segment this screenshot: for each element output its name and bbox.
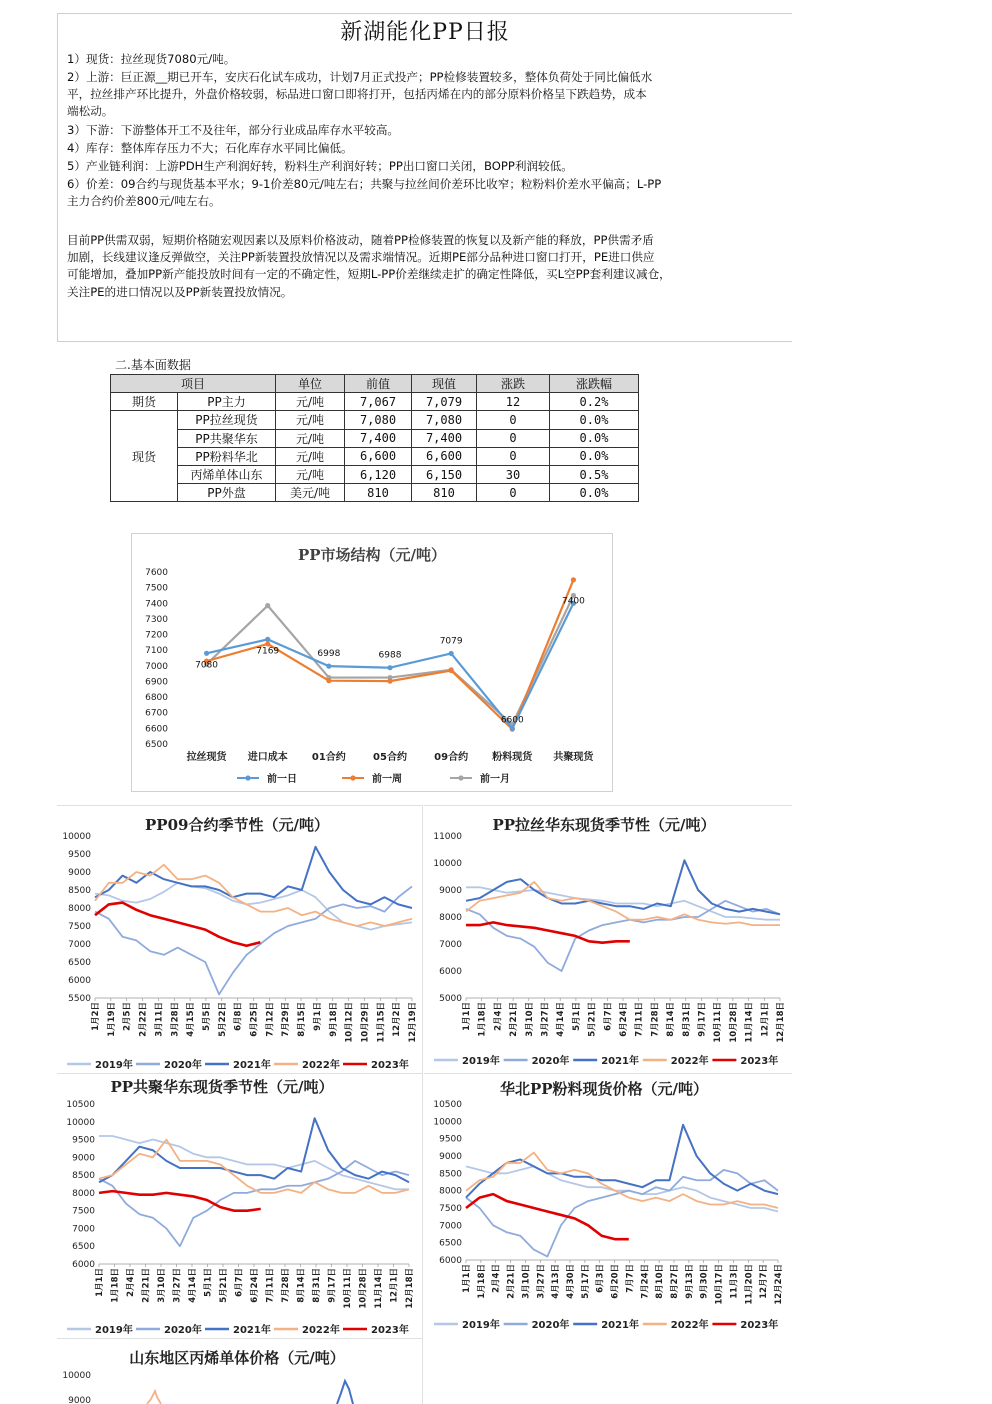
x-tick-label: 7月7日 [625, 1264, 636, 1293]
x-tick-label: 9月1日 [312, 1002, 323, 1031]
x-tick-label: 10月28日 [358, 1268, 369, 1309]
report-paragraph: 1）现货：拉丝现货7080元/吨。 [67, 52, 236, 66]
row-prev: 6,120 [345, 465, 412, 483]
chart-title: PP市场结构（元/吨） [297, 546, 447, 564]
y-tick-label: 9500 [72, 1135, 95, 1146]
row-item: PP拉丝现货 [178, 411, 276, 429]
legend-label: 2021年 [233, 1060, 271, 1071]
x-tick-label: 10月17日 [714, 1264, 725, 1305]
legend-label: 2022年 [670, 1056, 709, 1067]
legend-label: 2019年 [462, 1320, 500, 1331]
chart-title: PP09合约季节性（元/吨） [145, 816, 329, 834]
pp09-seasonality-chart [57, 805, 423, 1074]
row-curr: 7,080 [412, 411, 477, 429]
x-tick-label: 12月24日 [774, 1264, 784, 1305]
y-tick-label: 6000 [72, 1260, 95, 1270]
row-chg: 0 [477, 411, 550, 429]
x-tick-label: 5月21日 [587, 1002, 598, 1037]
chart-title: 华北PP粉料现货价格（元/吨） [499, 1080, 709, 1098]
legend-label: 2022年 [670, 1320, 709, 1331]
x-tick-label: 5月17日 [580, 1264, 591, 1299]
y-tick-label: 6000 [439, 1256, 462, 1266]
x-tick-label: 9月17日 [327, 1268, 338, 1303]
col-header: 单位 [276, 375, 345, 393]
table-row [111, 411, 639, 429]
x-tick-label: 1月1日 [462, 1264, 472, 1293]
x-tick-label: 9月30日 [699, 1264, 710, 1299]
x-tick-label: 5月22日 [217, 1002, 228, 1037]
x-tick-label: 12月18日 [776, 1002, 786, 1043]
report-paragraph: 2）上游：巨正源__期已开车，安庆石化试车成功，计划7月正式投产；PP检修装置较多，整体负荷处于同比偏低水 平，拉丝排产环比提升，外盘价格较弱，标品进口窗口即将打开，包括丙烯在内的部分原料价格呈下跌趋势，成本 端松动。 [67, 70, 653, 119]
data-label: 6998 [317, 649, 341, 660]
x-tick-label: 6月24日 [619, 1002, 629, 1037]
x-tick-label: 1月1日 [462, 1002, 472, 1031]
x-tick-label: 1月1日 [95, 1268, 105, 1297]
col-header: 涨跌 [477, 375, 550, 393]
x-tick-label: 11月14日 [374, 1268, 384, 1309]
report-paragraph: 3）下游：下游整体开工不及往年，部分行业成品库存水平较高。 [67, 123, 400, 137]
x-tick-label: 11月15日 [376, 1002, 387, 1043]
y-tick-label: 7000 [68, 940, 91, 950]
table-row [111, 465, 639, 483]
legend-label: 2020年 [531, 1320, 570, 1331]
report-paragraph: 4）库存：整体库存压力不大；石化库存水平同比偏低。 [67, 141, 353, 155]
y-tick-label: 5000 [439, 994, 462, 1004]
x-tick-label: 3月10日 [521, 1264, 532, 1299]
legend-marker [245, 775, 250, 780]
x-tick-label: 2月21日 [506, 1264, 517, 1299]
row-pct: 0.0% [550, 411, 639, 429]
x-tick-label: 8月10日 [655, 1264, 666, 1299]
chart-svg [57, 1339, 422, 1404]
x-tick-label: 7月29日 [281, 1002, 292, 1037]
x-tick-label: 共聚现货 [553, 752, 594, 763]
y-tick-label: 10000 [433, 1117, 462, 1128]
y-tick-label: 7300 [145, 614, 168, 625]
data-point [265, 637, 270, 642]
row-unit: 元/吨 [276, 429, 345, 447]
section-title: 二.基本面数据 [115, 358, 191, 372]
data-label: 7080 [195, 660, 219, 671]
y-tick-label: 6500 [72, 1242, 95, 1253]
propylene-price-chart [57, 1338, 423, 1404]
table-row [111, 393, 639, 411]
x-tick-label: 7月28日 [650, 1002, 661, 1037]
row-unit: 美元/吨 [276, 484, 345, 502]
y-tick-label: 6000 [439, 967, 462, 977]
y-tick-label: 10500 [433, 1100, 462, 1110]
series-line [466, 860, 780, 914]
y-tick-label: 8000 [439, 1186, 462, 1197]
pp-copolymer-seasonality-chart [57, 1073, 423, 1339]
x-tick-label: 9月17日 [697, 1002, 708, 1037]
row-pct: 0.0% [550, 429, 639, 447]
x-tick-label: 1月18日 [477, 1002, 488, 1037]
y-tick-label: 7500 [439, 1204, 462, 1214]
x-tick-label: 2月22日 [138, 1002, 149, 1037]
row-curr: 7,079 [412, 393, 477, 411]
x-tick-label: 12月18日 [405, 1268, 415, 1309]
x-tick-label: 7月12日 [265, 1002, 276, 1037]
legend-label: 2019年 [462, 1056, 500, 1067]
x-tick-label: 2月5日 [122, 1002, 133, 1031]
y-tick-label: 8500 [72, 1171, 95, 1182]
data-point [510, 726, 515, 731]
group-label: 现货 [111, 411, 178, 502]
y-tick-label: 6800 [145, 693, 168, 704]
legend-label: 2023年 [740, 1056, 779, 1067]
chart-title: PP共聚华东现货季节性（元/吨） [110, 1078, 334, 1096]
row-prev: 7,080 [345, 411, 412, 429]
y-tick-label: 9000 [72, 1153, 95, 1164]
market-structure-chart [131, 533, 613, 792]
x-tick-label: 10月11日 [713, 1002, 724, 1043]
x-tick-label: 11月14日 [744, 1002, 755, 1043]
row-prev: 810 [345, 484, 412, 502]
row-prev: 7,400 [345, 429, 412, 447]
data-label: 6988 [378, 650, 402, 661]
y-tick-label: 7500 [145, 583, 168, 594]
data-point [571, 577, 576, 582]
x-tick-label: 5月21日 [219, 1268, 229, 1303]
row-curr: 7,400 [412, 429, 477, 447]
x-tick-label: 2月21日 [509, 1002, 520, 1037]
row-chg: 0 [477, 447, 550, 465]
x-tick-label: 进口成本 [247, 752, 288, 763]
col-header: 现值 [412, 375, 477, 393]
x-tick-label: 8月14日 [666, 1002, 677, 1037]
data-point [449, 651, 454, 656]
x-tick-label: 8月27日 [670, 1264, 680, 1299]
data-point [449, 668, 454, 673]
row-item: 丙烯单体山东 [178, 465, 276, 483]
x-tick-label: 3月10日 [157, 1268, 167, 1303]
x-tick-label: 4月14日 [188, 1268, 198, 1303]
table-row [111, 447, 639, 465]
chart-title: 山东地区丙烯单体价格（元/吨） [129, 1349, 345, 1367]
x-tick-label: 12月1日 [389, 1268, 400, 1303]
x-tick-label: 10月29日 [360, 1002, 371, 1043]
y-tick-label: 9000 [68, 868, 91, 878]
chart-svg [57, 806, 422, 1074]
row-chg: 12 [477, 393, 550, 411]
series-line [95, 847, 412, 908]
series-line [466, 1194, 629, 1239]
series-line [99, 1161, 409, 1246]
row-item: PP主力 [178, 393, 276, 411]
report-paragraph: 5）产业链利润：上游PDH生产利润好转，粉料生产利润好转；PP出口窗口关闭，BOPP利润较低。 [67, 159, 573, 173]
x-tick-label: 7月24日 [640, 1264, 651, 1299]
row-unit: 元/吨 [276, 447, 345, 465]
y-tick-label: 6900 [145, 677, 168, 688]
legend-label: 2019年 [95, 1060, 133, 1071]
y-tick-label: 7400 [145, 599, 168, 610]
table-header-row [111, 375, 639, 393]
y-tick-label: 7000 [439, 1221, 462, 1232]
x-tick-label: 1月2日 [91, 1002, 101, 1031]
x-tick-label: 7月11日 [265, 1268, 276, 1303]
row-chg: 30 [477, 465, 550, 483]
x-tick-label: 11月20日 [744, 1264, 755, 1305]
data-point [326, 678, 331, 683]
x-tick-label: 6月24日 [250, 1268, 260, 1303]
x-tick-label: 09合约 [434, 752, 469, 763]
chart-svg [424, 1074, 792, 1339]
data-label: 7400 [561, 596, 585, 607]
x-tick-label: 4月14日 [556, 1002, 567, 1037]
legend-label: 2022年 [302, 1325, 340, 1336]
row-unit: 元/吨 [276, 465, 345, 483]
x-tick-label: 5月5日 [201, 1002, 212, 1031]
data-label: 7169 [256, 646, 280, 657]
x-tick-label: 6月25日 [249, 1002, 260, 1037]
y-tick-label: 7000 [145, 661, 168, 672]
series-line [147, 1391, 161, 1404]
row-unit: 元/吨 [276, 411, 345, 429]
report-title: 新湖能化PP日报 [340, 20, 510, 45]
x-tick-label: 4月15日 [186, 1002, 197, 1037]
y-tick-label: 9500 [68, 850, 91, 860]
x-tick-label: 8月31日 [312, 1268, 322, 1303]
row-chg: 0 [477, 429, 550, 447]
y-tick-label: 6500 [145, 740, 168, 750]
legend-label: 2022年 [302, 1060, 340, 1071]
y-tick-label: 5500 [68, 994, 91, 1004]
x-tick-label: 12月1日 [760, 1002, 771, 1037]
y-tick-label: 7000 [439, 940, 462, 950]
x-tick-label: 3月27日 [540, 1002, 551, 1037]
legend-label: 2020年 [164, 1060, 202, 1071]
row-chg: 0 [477, 484, 550, 502]
data-label: 6600 [500, 715, 524, 726]
table-row [111, 484, 639, 502]
y-tick-label: 6700 [145, 708, 168, 719]
y-tick-label: 7000 [72, 1224, 95, 1235]
row-pct: 0.5% [550, 465, 639, 483]
group-label: 期货 [111, 393, 178, 411]
series-line [337, 1381, 353, 1404]
x-tick-label: 2月4日 [491, 1264, 502, 1293]
y-tick-label: 6500 [68, 958, 91, 968]
x-tick-label: 2月21日 [141, 1268, 152, 1303]
x-tick-label: 2月4日 [126, 1268, 136, 1297]
y-tick-label: 7600 [145, 568, 168, 578]
series-line [99, 1118, 409, 1182]
y-tick-label: 9000 [68, 1396, 91, 1404]
y-tick-label: 6500 [439, 1238, 462, 1249]
y-tick-label: 6000 [68, 976, 91, 986]
chart-svg [132, 534, 612, 791]
data-point [326, 664, 331, 669]
x-tick-label: 9月18日 [328, 1002, 339, 1037]
table-row [111, 429, 639, 447]
y-tick-label: 8500 [68, 886, 91, 896]
x-tick-label: 10月11日 [343, 1268, 353, 1309]
x-tick-label: 7月11日 [634, 1002, 645, 1037]
row-pct: 0.0% [550, 484, 639, 502]
x-tick-label: 01合约 [311, 752, 346, 763]
legend-label: 2023年 [371, 1325, 409, 1336]
y-tick-label: 6600 [145, 724, 168, 735]
x-tick-label: 6月3日 [595, 1264, 606, 1293]
legend-label: 2023年 [740, 1320, 779, 1331]
x-tick-label: 2月4日 [493, 1002, 504, 1031]
x-tick-label: 3月10日 [524, 1002, 535, 1037]
data-point [265, 603, 270, 608]
y-tick-label: 8500 [439, 1169, 462, 1180]
row-curr: 810 [412, 484, 477, 502]
series-line [466, 1166, 778, 1211]
y-tick-label: 11000 [433, 832, 462, 842]
x-tick-label: 4月13日 [551, 1264, 562, 1299]
row-prev: 7,067 [345, 393, 412, 411]
x-tick-label: 3月28日 [170, 1002, 181, 1037]
x-tick-label: 6月7日 [234, 1268, 245, 1297]
legend-label: 2021年 [601, 1056, 640, 1067]
x-tick-label: 10月28日 [728, 1002, 739, 1043]
x-tick-label: 9月13日 [684, 1264, 695, 1299]
legend-label: 前一周 [372, 774, 402, 785]
x-tick-label: 12月19日 [408, 1002, 418, 1043]
x-tick-label: 6月20日 [610, 1264, 621, 1299]
basics-table [110, 374, 639, 502]
legend-label: 2020年 [531, 1056, 570, 1067]
data-label: 7079 [439, 636, 463, 647]
legend-label: 2019年 [95, 1325, 133, 1336]
x-tick-label: 12月7日 [759, 1264, 770, 1299]
y-tick-label: 10000 [62, 832, 91, 842]
series-line [95, 903, 260, 946]
x-tick-label: 3月27日 [536, 1264, 547, 1299]
x-tick-label: 5月1日 [571, 1002, 582, 1031]
x-tick-label: 7月28日 [281, 1268, 291, 1303]
row-item: PP共聚华东 [178, 429, 276, 447]
col-header: 涨跌幅 [550, 375, 639, 393]
legend-label: 前一日 [267, 774, 297, 785]
row-prev: 6,600 [345, 447, 412, 465]
report-panel [57, 13, 792, 342]
legend-label: 2021年 [233, 1325, 271, 1336]
legend-marker [458, 775, 463, 780]
chart-title: PP拉丝华东现货季节性（元/吨） [492, 816, 716, 834]
data-point [204, 651, 209, 656]
x-tick-label: 5月1日 [203, 1268, 214, 1297]
legend-label: 前一月 [480, 774, 510, 785]
row-item: PP外盘 [178, 484, 276, 502]
x-tick-label: 8月15日 [297, 1002, 308, 1037]
chart-svg [57, 1074, 422, 1339]
row-pct: 0.2% [550, 393, 639, 411]
row-item: PP粉料华北 [178, 447, 276, 465]
x-tick-label: 1月18日 [476, 1264, 487, 1299]
y-tick-label: 7200 [145, 630, 168, 641]
legend-marker [350, 775, 355, 780]
row-curr: 6,600 [412, 447, 477, 465]
x-tick-label: 11月3日 [729, 1264, 740, 1299]
y-tick-label: 10000 [66, 1117, 95, 1128]
y-tick-label: 7500 [68, 922, 91, 932]
row-unit: 元/吨 [276, 393, 345, 411]
y-tick-label: 8000 [72, 1188, 95, 1199]
col-header: 项目 [111, 375, 276, 393]
x-tick-label: 粉料现货 [492, 752, 533, 763]
data-point [387, 665, 392, 670]
x-tick-label: 3月27日 [172, 1268, 183, 1303]
series-line [466, 1125, 778, 1198]
x-tick-label: 3月11日 [154, 1002, 165, 1037]
legend-label: 2021年 [601, 1320, 640, 1331]
x-tick-label: 10月12日 [344, 1002, 355, 1043]
y-tick-label: 10000 [62, 1371, 91, 1381]
x-tick-label: 6月8日 [233, 1002, 244, 1031]
y-tick-label: 8000 [439, 913, 462, 923]
x-tick-label: 05合约 [373, 752, 407, 763]
y-tick-label: 9500 [439, 1134, 462, 1145]
pp-raffia-seasonality-chart [424, 805, 792, 1074]
y-tick-label: 10000 [433, 859, 462, 869]
legend-label: 2020年 [164, 1325, 202, 1336]
x-tick-label: 1月18日 [110, 1268, 121, 1303]
row-pct: 0.0% [550, 447, 639, 465]
pp-powder-price-chart [424, 1073, 792, 1339]
report-paragraph: 目前PP供需双弱，短期价格随宏观因素以及原料价格波动，随着PP检修装置的恢复以及新产能的释放，PP供需矛盾 加剧，长线建议逢反弹做空，关注PP新装置投放情况以及需求端情况。近期PE部分品种进口窗口打开，PE进口供应 可能增加，叠加PP新产能投放时间有一定的不确定性，短期L-PP价差继续走扩的确定性降低，买L空PP套利建议减仓， 关注PE的进口情况以及PP新装置投放情况。 [67, 233, 671, 299]
x-tick-label: 8月31日 [681, 1002, 692, 1037]
chart-svg [424, 806, 792, 1074]
x-tick-label: 拉丝现货 [186, 752, 227, 763]
series-line [99, 1136, 409, 1189]
y-tick-label: 8000 [68, 904, 91, 914]
data-point [387, 679, 392, 684]
legend-label: 2023年 [371, 1060, 409, 1071]
x-tick-label: 8月14日 [296, 1268, 307, 1303]
y-tick-label: 9000 [439, 1152, 462, 1162]
col-header: 前值 [345, 375, 412, 393]
report-paragraph: 6）价差：09合约与现货基本平水；9-1价差80元/吨左右；共聚与拉丝间价差环比收窄；粒粉料价差水平偏高；L-PP 主力合约价差800元/吨左右。 [67, 177, 662, 209]
series-line [95, 865, 412, 926]
x-tick-label: 12月2日 [392, 1002, 403, 1037]
y-tick-label: 10500 [66, 1100, 95, 1110]
y-tick-label: 7500 [72, 1206, 95, 1217]
y-tick-label: 7100 [145, 646, 168, 657]
row-curr: 6,150 [412, 465, 477, 483]
y-tick-label: 9000 [439, 886, 462, 896]
x-tick-label: 4月30日 [566, 1264, 576, 1299]
x-tick-label: 6月7日 [603, 1002, 614, 1031]
x-tick-label: 1月19日 [106, 1002, 117, 1037]
